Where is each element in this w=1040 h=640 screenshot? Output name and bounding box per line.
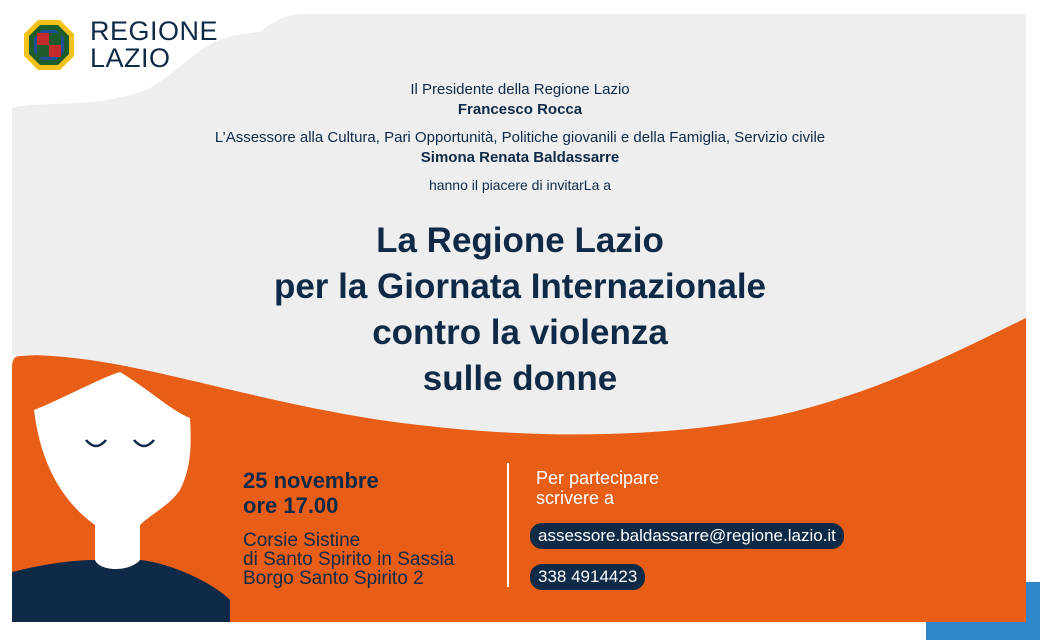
title-line-3: contro la violenza — [372, 313, 668, 352]
event-venue — [243, 531, 454, 588]
venue-line-2: di Santo Spirito in Sassia — [243, 549, 455, 570]
venue-line-1: Corsie Sistine — [243, 530, 361, 551]
president-name: Francesco Rocca — [457, 101, 583, 118]
assessore-name: Simona Renata Baldassarre — [420, 149, 620, 166]
logo-line-1: REGIONE — [90, 16, 219, 46]
email-link[interactable]: assessore.baldassarre@regione.lazio.it — [530, 523, 844, 549]
president-line: Il Presidente della Regione Lazio — [410, 81, 630, 98]
event-title — [0, 218, 1040, 402]
event-datetime — [243, 468, 379, 518]
invite-line: hanno il piacere di invitarLa a — [428, 177, 612, 193]
regione-lazio-logo — [22, 18, 218, 72]
participate-line-2: scrivere a — [536, 488, 615, 508]
assessore-line: L’Assessore alla Cultura, Pari Opportunità, Politiche giovanili e della Famiglia, Servizio civile — [214, 129, 826, 146]
title-line-1: La Regione Lazio — [376, 221, 664, 260]
event-time: ore 17.00 — [243, 493, 339, 518]
logo-text — [90, 18, 218, 72]
crest-icon — [22, 18, 76, 72]
participate-line-1: Per partecipare — [536, 468, 660, 488]
title-line-2: per la Giornata Internazionale — [273, 267, 767, 306]
event-date: 25 novembre — [243, 468, 379, 493]
title-line-4: sulle donne — [422, 359, 618, 398]
venue-line-3: Borgo Santo Spirito 2 — [243, 568, 424, 589]
participate-label — [536, 468, 659, 508]
divider — [507, 463, 509, 587]
phone-link[interactable]: 338 4914423 — [530, 564, 645, 590]
logo-line-2: LAZIO — [90, 43, 171, 73]
